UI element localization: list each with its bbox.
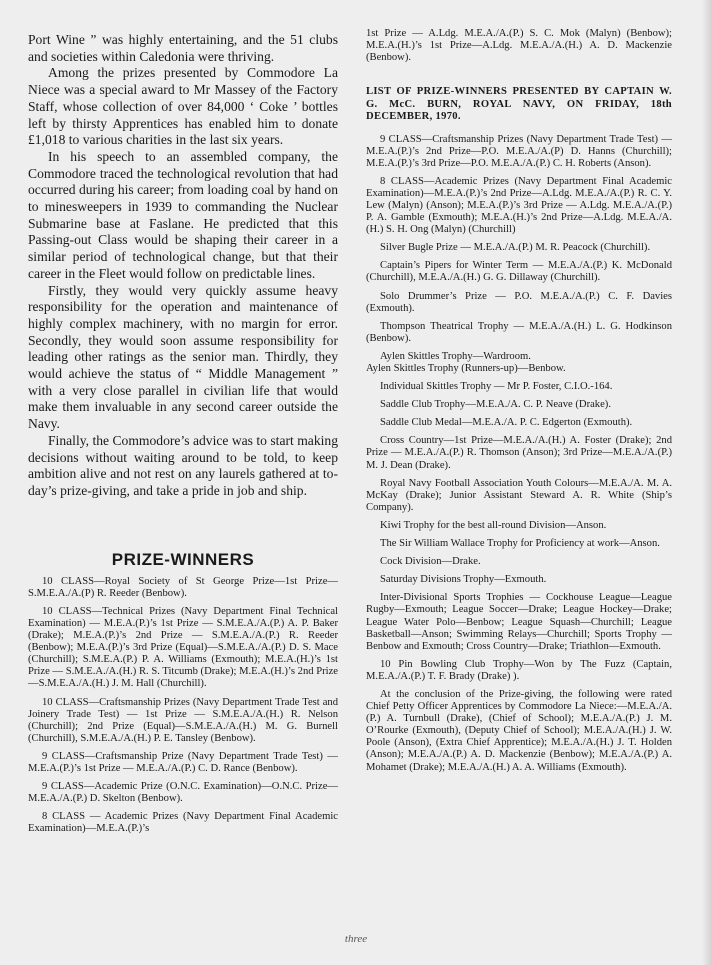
prize-list-item: At the conclusion of the Prize-giving, the following were rated Chief Petty Officer Apprentices by Commodore La Niece:—M.E.A./A.(P.) A. Turnbull (Drake), (Chief of School); M.E.A./A.(P.) J. M. O’Rourke (Exmouth), (Deputy Chief of School); M.E.A./A.(H.) J. W. Poole (Anson), (Extra Chief Apprentice); M.E.A./A.(H.) J. T. Holden (Anson); M.E.A./A.(P.) A. D. Mackenzie (Benbow); M.E.A./A.(P.) A. Mohamet (Drake); M.E.A./A.(H.) A. A. Williams (Exmouth). — [366, 688, 672, 773]
body-paragraph: Port Wine ” was highly entertaining, and the 51 clubs and societies within Caledonia were thriving. — [28, 32, 338, 64]
prize-paragraph: 9 CLASS—Craftsmanship Prize (Navy Department Trade Test) — M.E.A.(P.)’s 1st Prize — M.E.A./A.(P.) C. D. Rance (Benbow). — [28, 750, 338, 774]
body-paragraph: Finally, the Commodore’s advice was to start making decisions without waiting around to be told, to keep ambition alive and not rest on any laurels gathered at to-day’s prize-giving, and take a pride in job and ship. — [28, 432, 338, 498]
prize-list-item: Thompson Theatrical Trophy — M.E.A./A.(H.) L. G. Hodkinson (Benbow). — [366, 320, 672, 344]
page-folio: three — [344, 933, 368, 945]
body-paragraph: Firstly, they would very quickly assume heavy responsibility for the operation and maintenance of highly complex machinery, with no margin for error. Secondly, they would soon assume responsibility for leading other ratings as the senior man. Thirdly, they would achieve the status of “ Middle Management ” with a very close parallel in civilian life that would make them invaluable in any second career outside the Navy. — [28, 282, 338, 432]
section-title: PRIZE-WINNERS — [111, 549, 255, 569]
left-column — [28, 32, 338, 841]
prize-list-item: Cock Division—Drake. — [380, 556, 481, 568]
prize-list-item: 9 CLASS—Craftsmanship Prizes (Navy Department Trade Test) — M.E.A.(P.)’s 2nd Prize—P.O. M.E.A./A.(P) D. Hanns (Churchill); M.E.A.(P.)’s 3rd Prize—P.O. M.E.A./A.(P.) C. H. Roberts (Anson). — [366, 133, 672, 169]
list-heading: LIST OF PRIZE-WINNERS PRESENTED BY CAPTAIN W. G. McC. BURN, ROYAL NAVY, ON FRIDAY, 18th DECEMBER, 1970. — [366, 86, 672, 123]
prize-paragraph: 9 CLASS—Academic Prize (O.N.C. Examination)—O.N.C. Prize—M.E.A./A.(P.) D. Skelton (Benbow). — [28, 781, 338, 805]
prize-list-item: Saddle Club Trophy—M.E.A./A. C. P. Neave (Drake). — [380, 399, 611, 411]
prize-list-item: 10 Pin Bowling Club Trophy—Won by The Fuzz (Captain, M.E.A./A.(P.) T. F. Brady (Drake) ). — [366, 658, 672, 682]
prize-list-item: Solo Drummer’s Prize — P.O. M.E.A./A.(P.) C. F. Davies (Exmouth). — [366, 290, 672, 314]
continued-paragraph: 1st Prize — A.Ldg. M.E.A./A.(P.) S. C. Mok (Malyn) (Benbow); M.E.A.(H.)’s 1st Prize—A.Ldg. M.E.A./A.(H.) A. D. Mackenzie (Benbow). — [366, 28, 672, 64]
prize-list-item: Inter-Divisional Sports Trophies — Cockhouse League—League Rugby—Exmouth; League Soccer—Drake; League Hockey—Drake; League Water Polo—Benbow; League Squash—Churchill; League Basketball—Anson; Swimming Relays—Churchill; Sports Trophy — Benbow and Exmouth; Cross Country—Drake; Triathlon—Exmouth. — [366, 592, 672, 652]
prize-paragraph: 10 CLASS—Craftsmanship Prizes (Navy Department Trade Test and Joinery Trade Test) — 1st Prize — S.M.E.A./A.(H.) R. Nelson (Churchill); 2nd Prize (Equal)—S.M.E.A./A.(H.) M. G. Burnell (Churchill), S.M.E.A./A.(H.) P. E. Tansley (Benbow). — [28, 696, 338, 744]
prize-list — [366, 134, 672, 774]
prize-list-item: Aylen Skittles Trophy—Wardroom. Aylen Skittles Trophy (Runners-up)—Benbow. — [366, 350, 566, 374]
prize-list-item: The Sir William Wallace Trophy for Proficiency at work—Anson. — [380, 538, 660, 550]
prize-list-item: Saddle Club Medal—M.E.A./A. P. C. Edgerton (Exmouth). — [380, 417, 633, 429]
prize-paragraph: 10 CLASS—Royal Society of St George Prize—1st Prize—S.M.E.A./A.(P) R. Reeder (Benbow). — [28, 575, 338, 599]
prize-list-item: Silver Bugle Prize — M.E.A./A.(P.) M. R. Peacock (Churchill). — [380, 242, 651, 254]
prize-list-item: Cross Country—1st Prize—M.E.A./A.(H.) A. Foster (Drake); 2nd Prize — M.E.A./A.(P.) R. Thomson (Anson); 3rd Prize—M.E.A./A.(P.) M. J. Dean (Drake). — [366, 435, 672, 471]
prize-paragraph: 10 CLASS—Technical Prizes (Navy Department Final Technical Examination) — M.E.A.(P.)’s 1st Prize — S.M.E.A./A.(P.) A. P. Baker (Drake); M.E.A.(P.)’s 2nd Prize — S.M.E.A./A.(P.) R. Reeder (Benbow); M.E.A.(P.)’s 3rd Prize (Equal)—S.M.E.A./A.(P.) D. S. Mace (Churchill); S.M.E.A.(P.) P. A. Williams (Exmouth); M.E.A.(H.)’s 1st Prize — S.M.E.A./A.(H.) R. S. Titcumb (Drake); M.E.A.(H.)’s 2nd Prize—S.M.E.A./A.(H.) J. M. Hall (Churchill). — [28, 605, 338, 690]
right-column — [366, 28, 672, 780]
prize-list-item: Captain’s Pipers for Winter Term — M.E.A./A.(P.) K. McDonald (Churchill), M.E.A./A.(H.) G. G. Dillaway (Churchill). — [366, 260, 672, 284]
prize-list-item: Kiwi Trophy for the best all-round Division—Anson. — [380, 519, 607, 531]
body-paragraph: Among the prizes presented by Commodore La Niece was a special award to Mr Massey of the Factory Staff, whose collection of over 84,000 ‘ Coke ’ bottles left by thirsty Apprentices has enabled him to donate £1,018 to various charities in the last six years. — [28, 65, 338, 148]
page-edge-shadow — [702, 0, 712, 965]
prize-list-item: Individual Skittles Trophy — Mr P. Foster, C.I.O.-164. — [380, 381, 613, 393]
body-paragraph: In his speech to an assembled company, the Commodore traced the technological revolution that had occurred during his career; from loading coal by hand on to minesweepers in 1939 to commanding the Nuclear Submarine base at Faslane. He predicted that this Passing-out Class would be shaping their career in a similar period of technological change, but that their career in the Fleet would follow on predictable lines. — [28, 148, 338, 281]
prize-paragraph: 8 CLASS — Academic Prizes (Navy Department Final Academic Examination)—M.E.A.(P.)’s — [28, 811, 338, 835]
prize-list-item: Saturday Divisions Trophy—Exmouth. — [380, 574, 547, 586]
prize-list-item: Royal Navy Football Association Youth Colours—M.E.A./A. M. A. McKay (Drake); Junior Assistant Steward A. R. White (Ship’s Company). — [366, 477, 672, 513]
prize-list-item: 8 CLASS—Academic Prizes (Navy Department Final Academic Examination)—M.E.A.(P.)’s 2nd Prize—A.Ldg. M.E.A./A.(P.) R. C. Y. Lew (Malyn) (Anson); M.E.A.(P.)’s 3rd Prize — A.Ldg. M.E.A./A.(P.) P. A. Gamble (Exmouth); M.E.A.(H.)’s 2nd Prize—A.Ldg. M.E.A./A.(H.) S. H. Ong (Malyn) (Churchill) — [366, 175, 672, 236]
